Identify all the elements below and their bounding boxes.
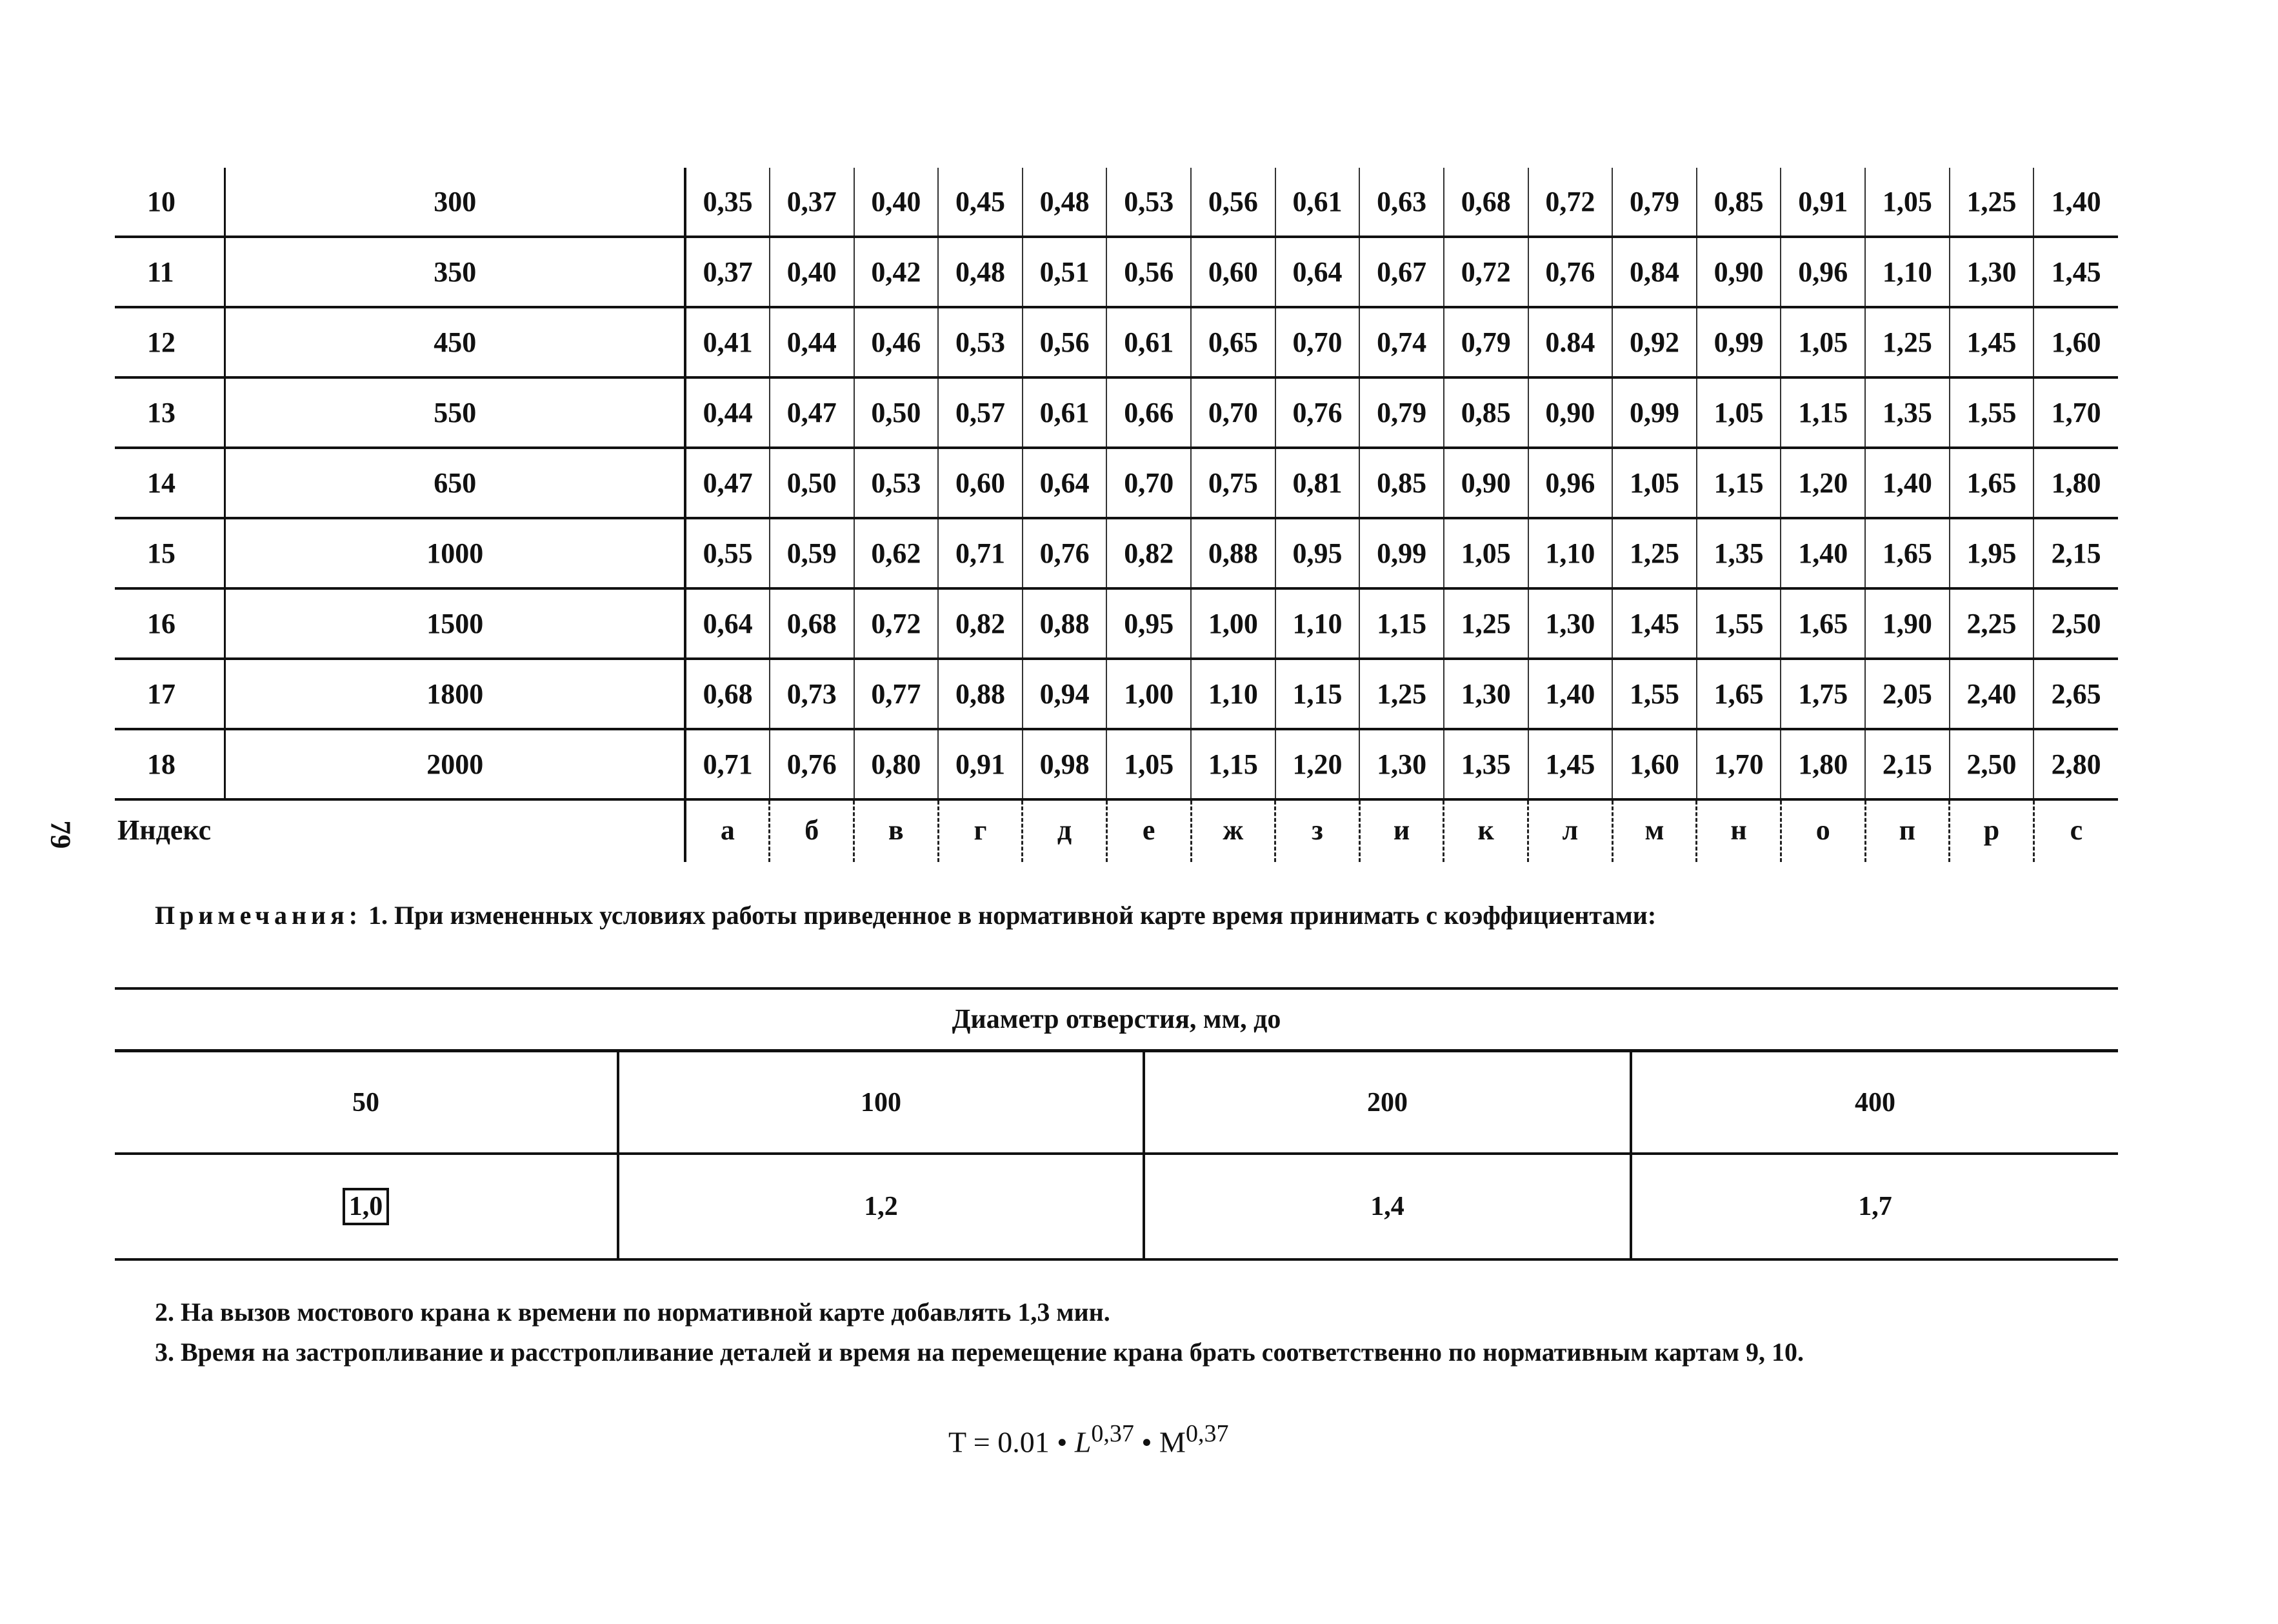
table-cell: 0,70 — [1275, 307, 1360, 377]
table-cell: 0,46 — [854, 307, 939, 377]
table-cell: 1,75 — [1781, 659, 1865, 729]
table-cell: 1,65 — [1865, 518, 1950, 588]
table-cell: 1,20 — [1275, 729, 1360, 799]
table-cell: 1,70 — [2033, 377, 2118, 448]
table-cell: 1,65 — [1950, 448, 2034, 518]
table-cell: 0,95 — [1106, 588, 1191, 659]
table-cell: 0,99 — [1697, 307, 1781, 377]
table-cell: 0,90 — [1697, 237, 1781, 307]
table-cell: 0,91 — [1781, 168, 1865, 237]
table-cell: 0,94 — [1023, 659, 1107, 729]
formula-var-m: M — [1159, 1425, 1186, 1459]
table-row — [115, 588, 2118, 659]
row-number: 12 — [115, 307, 225, 377]
table-cell: 0,71 — [938, 518, 1023, 588]
table-cell: 1,60 — [2033, 307, 2118, 377]
formula-lhs: T = 0.01 • — [948, 1425, 1075, 1459]
index-letter: и — [1359, 799, 1444, 862]
row-number: 17 — [115, 659, 225, 729]
coef-table-title: Диаметр отверстия, мм, до — [115, 988, 2118, 1051]
note-2: 2. На вызов мостового крана к времени по нормативной карте добавлять 1,3 мин. — [155, 1298, 1110, 1327]
table-cell: 1,65 — [1781, 588, 1865, 659]
table-cell: 0,80 — [854, 729, 939, 799]
index-letter: е — [1106, 799, 1191, 862]
table-cell: 0,71 — [685, 729, 770, 799]
table-cell: 0,92 — [1612, 307, 1697, 377]
table-cell: 0,53 — [1106, 168, 1191, 237]
table-cell: 1,00 — [1106, 659, 1191, 729]
table-cell: 0,81 — [1275, 448, 1360, 518]
table-cell: 0,88 — [1023, 588, 1107, 659]
table-cell: 2,65 — [2033, 659, 2118, 729]
table-cell: 1,45 — [1950, 307, 2034, 377]
table-cell: 0,47 — [770, 377, 854, 448]
index-letter: р — [1950, 799, 2034, 862]
table-cell: 0,70 — [1191, 377, 1275, 448]
table-cell: 0,68 — [770, 588, 854, 659]
table-cell: 0,90 — [1444, 448, 1528, 518]
table-cell: 0,67 — [1359, 237, 1444, 307]
table-cell: 0,40 — [854, 168, 939, 237]
table-cell: 0,59 — [770, 518, 854, 588]
table-cell: 0,47 — [685, 448, 770, 518]
table-row — [115, 448, 2118, 518]
index-letter: к — [1444, 799, 1528, 862]
table-cell: 2,50 — [2033, 588, 2118, 659]
table-cell: 1,05 — [1106, 729, 1191, 799]
formula-exp-m: 0,37 — [1185, 1420, 1229, 1447]
table-cell: 1,35 — [1865, 377, 1950, 448]
table-cell: 1,10 — [1275, 588, 1360, 659]
index-letter: б — [770, 799, 854, 862]
table-cell: 0,99 — [1612, 377, 1697, 448]
table-cell: 2,50 — [1950, 729, 2034, 799]
note-1-text: 1. При измененных условиях работы приведенное в нормативной карте время принимать с коэффициентами: — [362, 901, 1657, 930]
table-cell: 0,95 — [1275, 518, 1360, 588]
coef-header-100: 100 — [618, 1051, 1144, 1154]
table-cell: 1,95 — [1950, 518, 2034, 588]
table-cell: 0,50 — [854, 377, 939, 448]
table-cell: 1,60 — [1612, 729, 1697, 799]
table-cell: 1,00 — [1191, 588, 1275, 659]
table-cell: 1,10 — [1528, 518, 1613, 588]
table-cell: 1,05 — [1444, 518, 1528, 588]
table-cell: 0,56 — [1106, 237, 1191, 307]
table-cell: 0,64 — [1275, 237, 1360, 307]
index-letter: з — [1275, 799, 1360, 862]
coef-value-200: 1,4 — [1144, 1154, 1631, 1259]
table-row — [115, 377, 2118, 448]
table-cell: 1,15 — [1781, 377, 1865, 448]
table-row — [115, 518, 2118, 588]
formula-exp-l: 0,37 — [1091, 1420, 1134, 1447]
table-cell: 1,35 — [1697, 518, 1781, 588]
table-cell: 0,63 — [1359, 168, 1444, 237]
table-cell: 1,80 — [1781, 729, 1865, 799]
table-cell: 0,56 — [1023, 307, 1107, 377]
table-cell: 2,80 — [2033, 729, 2118, 799]
index-letter: л — [1528, 799, 1613, 862]
coef-header-50: 50 — [115, 1051, 618, 1154]
table-cell: 0,41 — [685, 307, 770, 377]
notes-heading: Примечания: — [155, 901, 363, 930]
table-cell: 1,45 — [2033, 237, 2118, 307]
table-cell: 0,50 — [770, 448, 854, 518]
table-cell: 1,10 — [1865, 237, 1950, 307]
table-cell: 1,15 — [1275, 659, 1360, 729]
table-cell: 0,76 — [770, 729, 854, 799]
table-cell: 0,82 — [1106, 518, 1191, 588]
note-3: 3. Время на застропливание и расстропливание деталей и время на перемещение крана брать соответственно по нормативным картам 9, 10. — [155, 1338, 1804, 1367]
row-number: 11 — [115, 237, 225, 307]
table-cell: 2,15 — [2033, 518, 2118, 588]
table-cell: 0,61 — [1275, 168, 1360, 237]
table-cell: 0,48 — [1023, 168, 1107, 237]
table-cell: 0,61 — [1106, 307, 1191, 377]
index-letter: с — [2070, 814, 2083, 846]
table-cell: 1,05 — [1781, 307, 1865, 377]
table-cell: 1,40 — [1781, 518, 1865, 588]
table-cell: 1,05 — [1865, 168, 1950, 237]
table-cell: 0,66 — [1106, 377, 1191, 448]
table-cell: 1,20 — [1781, 448, 1865, 518]
table-cell: 1,35 — [1444, 729, 1528, 799]
table-cell: 1,45 — [1612, 588, 1697, 659]
table-cell: 0,91 — [938, 729, 1023, 799]
table-cell: 0,56 — [1191, 168, 1275, 237]
table-cell: 0,72 — [1444, 237, 1528, 307]
table-cell: 0,53 — [938, 307, 1023, 377]
row-number: 18 — [115, 729, 225, 799]
table-cell: 0,96 — [1528, 448, 1613, 518]
table-cell: 0,75 — [1191, 448, 1275, 518]
table-cell: 0,79 — [1359, 377, 1444, 448]
table-cell: 1,10 — [1191, 659, 1275, 729]
table-cell: 1,65 — [1697, 659, 1781, 729]
row-number: 14 — [115, 448, 225, 518]
table-cell: 2,25 — [1950, 588, 2034, 659]
index-row — [115, 799, 2118, 862]
table-cell: 0,61 — [1023, 377, 1107, 448]
index-letter: в — [854, 799, 939, 862]
formula-var-l: L — [1074, 1425, 1092, 1459]
table-cell: 0,51 — [1023, 237, 1107, 307]
table-cell: 1,55 — [1697, 588, 1781, 659]
table-cell: 1,40 — [2033, 168, 2118, 237]
table-cell: 2,15 — [1865, 729, 1950, 799]
row-diameter: 450 — [225, 307, 685, 377]
table-row — [115, 307, 2118, 377]
table-cell: 0,88 — [938, 659, 1023, 729]
table-cell: 1,55 — [1950, 377, 2034, 448]
table-cell: 1,30 — [1950, 237, 2034, 307]
table-cell: 0,42 — [854, 237, 939, 307]
table-cell: 0,88 — [1191, 518, 1275, 588]
row-diameter: 550 — [225, 377, 685, 448]
row-diameter: 350 — [225, 237, 685, 307]
index-letter: д — [1023, 799, 1107, 862]
table-cell: 0,45 — [938, 168, 1023, 237]
table-cell: 0,60 — [938, 448, 1023, 518]
table-cell: 0,77 — [854, 659, 939, 729]
coef-header-400: 400 — [1631, 1051, 2118, 1154]
table-cell: 0,65 — [1191, 307, 1275, 377]
formula-dot: • — [1134, 1425, 1160, 1459]
table-cell: 1,25 — [1612, 518, 1697, 588]
row-number: 13 — [115, 377, 225, 448]
table-cell: 0,35 — [685, 168, 770, 237]
row-number: 15 — [115, 518, 225, 588]
formula — [948, 1419, 1228, 1459]
table-cell: 1,25 — [1359, 659, 1444, 729]
table-cell: 0,79 — [1444, 307, 1528, 377]
table-cell: 1,15 — [1191, 729, 1275, 799]
row-number: 10 — [115, 168, 225, 237]
table-row — [115, 168, 2118, 237]
coef-value-cell-50 — [115, 1154, 618, 1259]
table-cell: 0,99 — [1359, 518, 1444, 588]
index-label: Индекс — [115, 799, 685, 862]
coef-value-400: 1,7 — [1631, 1154, 2118, 1259]
table-cell: 0,55 — [685, 518, 770, 588]
table-cell: 0,64 — [685, 588, 770, 659]
table-cell: 0.84 — [1528, 307, 1613, 377]
table-cell: 1,55 — [1612, 659, 1697, 729]
table-cell: 1,25 — [1950, 168, 2034, 237]
table-cell: 1,30 — [1359, 729, 1444, 799]
index-letter: о — [1781, 799, 1865, 862]
table-cell: 0,85 — [1697, 168, 1781, 237]
table-row — [115, 237, 2118, 307]
table-cell: 0,76 — [1275, 377, 1360, 448]
index-letter: н — [1697, 799, 1781, 862]
table-cell: 0,85 — [1359, 448, 1444, 518]
table-cell: 0,79 — [1612, 168, 1697, 237]
table-cell: 0,37 — [770, 168, 854, 237]
coef-value-100: 1,2 — [618, 1154, 1144, 1259]
table-cell: 0,73 — [770, 659, 854, 729]
table-row — [115, 729, 2118, 799]
table-cell: 1,90 — [1865, 588, 1950, 659]
table-cell: 0,37 — [685, 237, 770, 307]
table-cell: 0,53 — [854, 448, 939, 518]
table-cell: 0,48 — [938, 237, 1023, 307]
table-cell: 1,15 — [1697, 448, 1781, 518]
table-cell: 0,76 — [1528, 237, 1613, 307]
table-cell: 0,57 — [938, 377, 1023, 448]
table-cell: 0,85 — [1444, 377, 1528, 448]
coef-header-200: 200 — [1144, 1051, 1631, 1154]
row-diameter: 2000 — [225, 729, 685, 799]
index-letter: г — [938, 799, 1023, 862]
table-cell: 0,60 — [1191, 237, 1275, 307]
table-cell: 0,70 — [1106, 448, 1191, 518]
table-cell: 0,40 — [770, 237, 854, 307]
table-cell: 0,72 — [854, 588, 939, 659]
index-letter: ж — [1191, 799, 1275, 862]
coefficient-table — [115, 987, 2118, 1261]
table-row — [115, 659, 2118, 729]
table-cell: 1,70 — [1697, 729, 1781, 799]
table-cell: 1,30 — [1444, 659, 1528, 729]
table-cell: 0,96 — [1781, 237, 1865, 307]
index-letter: п — [1865, 799, 1950, 862]
table-cell: 0,82 — [938, 588, 1023, 659]
table-cell: 1,45 — [1528, 729, 1613, 799]
row-diameter: 1800 — [225, 659, 685, 729]
table-cell: 0,74 — [1359, 307, 1444, 377]
table-cell: 1,40 — [1865, 448, 1950, 518]
table-cell: 1,05 — [1612, 448, 1697, 518]
note-1 — [155, 900, 1656, 930]
table-cell: 0,84 — [1612, 237, 1697, 307]
row-number: 16 — [115, 588, 225, 659]
table-cell: 0,90 — [1528, 377, 1613, 448]
row-diameter: 1500 — [225, 588, 685, 659]
table-cell: 1,05 — [1697, 377, 1781, 448]
table-cell: 1,15 — [1359, 588, 1444, 659]
table-cell: 2,05 — [1865, 659, 1950, 729]
table-cell: 0,76 — [1023, 518, 1107, 588]
table-cell: 0,64 — [1023, 448, 1107, 518]
table-cell: 0,68 — [685, 659, 770, 729]
table-cell: 1,25 — [1865, 307, 1950, 377]
table-cell: 0,44 — [770, 307, 854, 377]
table-cell: 1,80 — [2033, 448, 2118, 518]
table-cell: 2,40 — [1950, 659, 2034, 729]
index-letter: м — [1612, 799, 1697, 862]
table-cell: 1,30 — [1528, 588, 1613, 659]
table-cell: 1,25 — [1444, 588, 1528, 659]
norm-table — [115, 168, 2118, 862]
table-cell: 0,62 — [854, 518, 939, 588]
row-diameter: 300 — [225, 168, 685, 237]
table-cell: 0,98 — [1023, 729, 1107, 799]
table-cell: 1,40 — [1528, 659, 1613, 729]
table-cell: 0,44 — [685, 377, 770, 448]
table-cell: 0,68 — [1444, 168, 1528, 237]
row-diameter: 650 — [225, 448, 685, 518]
coef-value-50: 1,0 — [343, 1188, 390, 1225]
index-letter: а — [685, 799, 770, 862]
page-number: 79 — [45, 820, 77, 849]
row-diameter: 1000 — [225, 518, 685, 588]
table-cell: 0,72 — [1528, 168, 1613, 237]
